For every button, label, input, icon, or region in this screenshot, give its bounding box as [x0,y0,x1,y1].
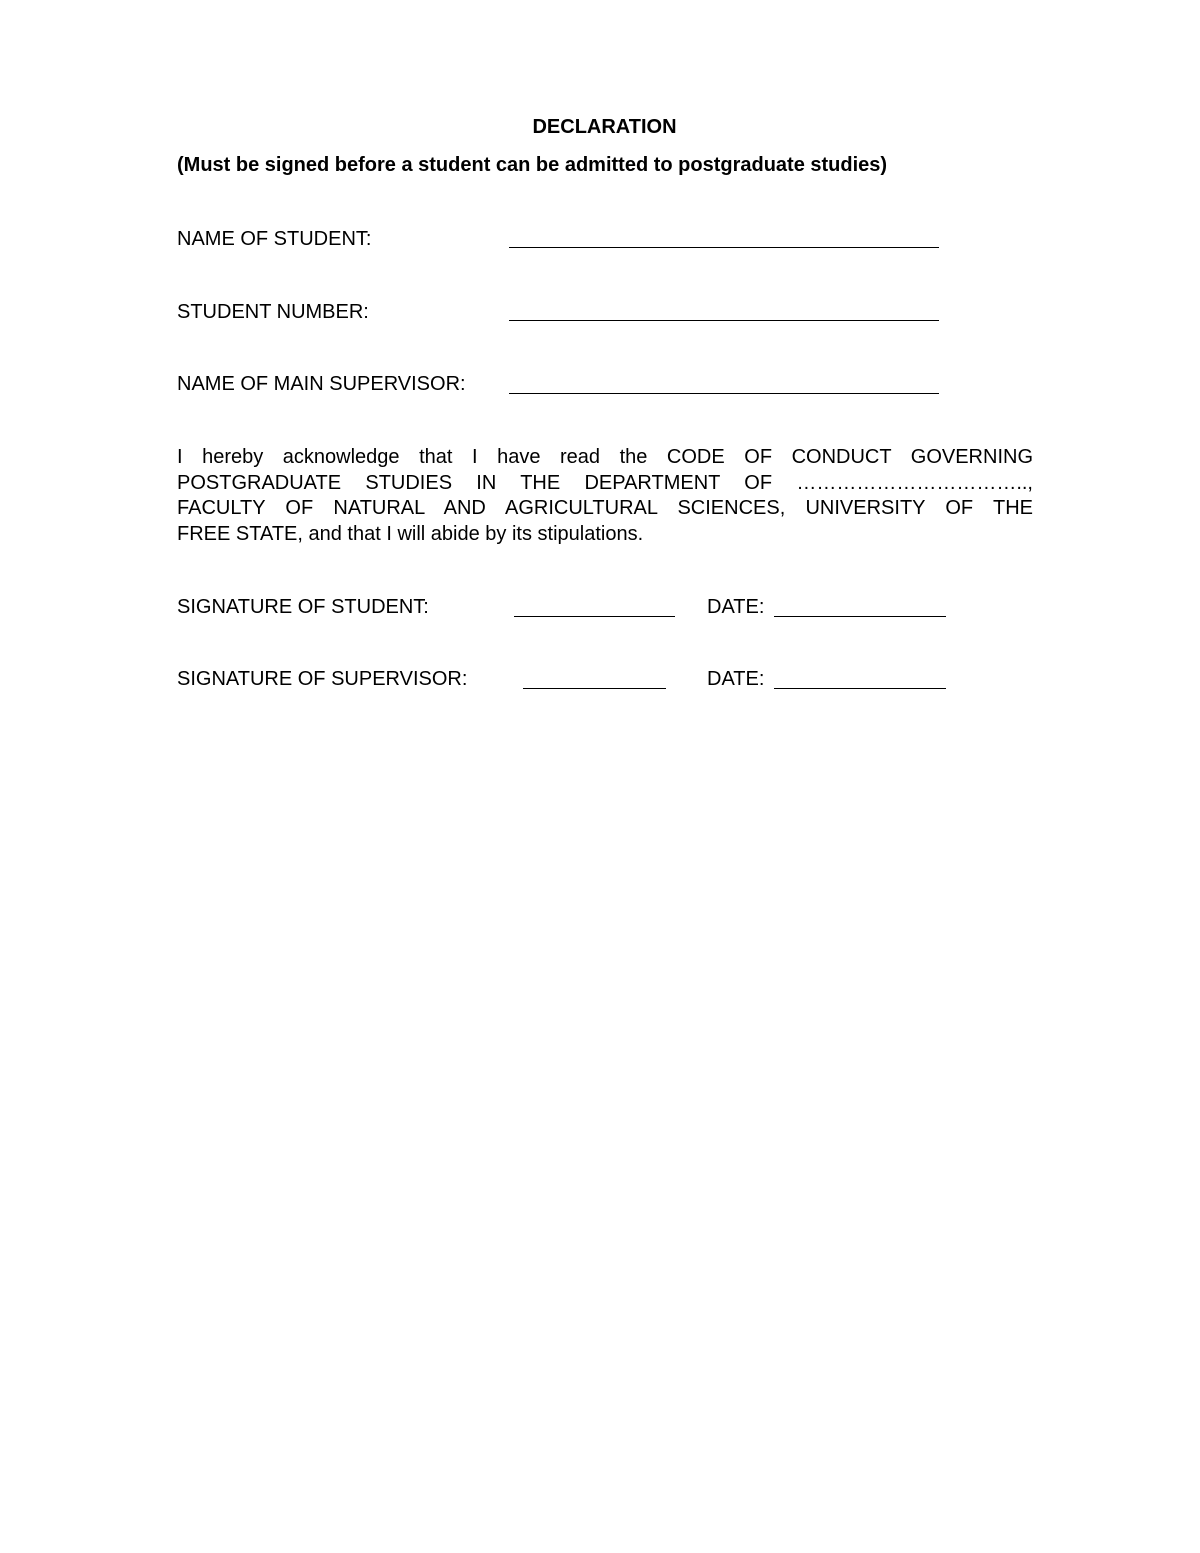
supervisor-signature-label: SIGNATURE OF SUPERVISOR: [177,668,468,690]
acknowledgement-line: FREE STATE, and that I will abide by its stipulations. [177,522,644,545]
supervisor-signature-field[interactable] [523,688,666,689]
supervisor-date-field[interactable] [774,688,946,689]
acknowledgement-line: FACULTY OF NATURAL AND AGRICULTURAL SCIENCES, UNIVERSITY OF THE [177,497,1033,519]
acknowledgement-line: POSTGRADUATE STUDIES IN THE DEPARTMENT OF …………………………….., [177,471,1033,494]
student-date-label: DATE: [707,596,765,618]
supervisor-name-field[interactable] [509,393,939,394]
acknowledgement-line: I hereby acknowledge that I have read the CODE OF CONDUCT GOVERNING [177,446,1033,468]
student-name-field[interactable] [509,247,939,248]
student-name-label: NAME OF STUDENT: [177,228,372,250]
page-subtitle: (Must be signed before a student can be admitted to postgraduate studies) [177,154,888,176]
student-signature-label: SIGNATURE OF STUDENT: [177,596,429,618]
student-number-label: STUDENT NUMBER: [177,301,369,323]
page-title: DECLARATION [532,116,677,138]
acknowledgement-paragraph [177,445,1033,547]
student-signature-field[interactable] [514,616,675,617]
student-date-field[interactable] [774,616,946,617]
supervisor-name-label: NAME OF MAIN SUPERVISOR: [177,373,466,395]
supervisor-date-label: DATE: [707,668,765,690]
student-number-field[interactable] [509,320,939,321]
